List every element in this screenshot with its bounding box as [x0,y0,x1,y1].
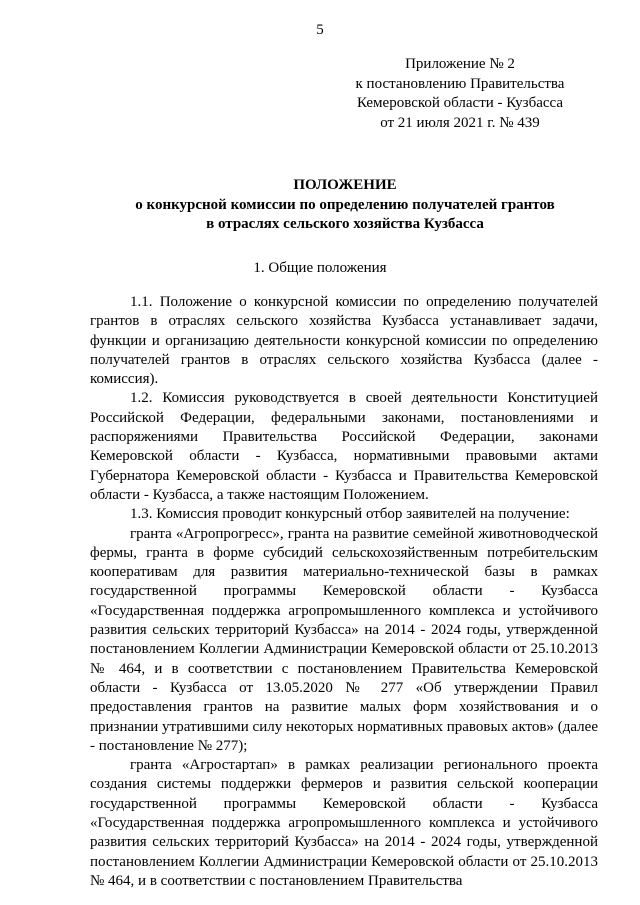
appendix-line: Приложение № 2 [405,56,515,72]
paragraph: 1.1. Положение о конкурсной комиссии по определению получателей грантов в отраслях сельского хозяйства Кузбасса устанавливает задачи, функции и организацию деятельности конкурсной комиссии по определению получателей грантов в отраслях сельского хозяйства Кузбасса (далее - комиссия). [90,294,598,388]
title-line: в отраслях сельского хозяйства Кузбасса [206,216,484,232]
appendix-block [340,55,580,133]
paragraph: гранта «Агропрогресс», гранта на развитие семейной животноводческой фермы, гранта в форме субсидий сельскохозяйственным потребительским кооперативам для развития материально-технической базы в рамках государственной программы Кемеровской области - Кузбасса «Государственная поддержка агропромышленного комплекса и устойчивого развития сельских территорий Кузбасса» на 2014 - 2024 годы, утвержденной постановлением Коллегии Администрации Кемеровской области от 25.10.2013 № 464, и в соответствии с постановлением Правительства Кемеровской области - Кузбасса от 13.05.2020 № 277 «Об утверждении Правил предоставления грантов на развитие малых форм хозяйствования и о признании утратившими силу некоторых нормативных правовых актов» (далее - постановление № 277); [90,525,598,754]
section-heading: 1. Общие положения [253,260,387,276]
paragraph: 1.2. Комиссия руководствуется в своей деятельности Конституцией Российской Федерации, федеральными законами, постановлениями и распоряжениями Правительства Российской Федерации, законами Кемеровской области - Кузбасса, нормативными правовыми актами Губернатора Кемеровской области - Кузбасса и Правительства Кемеровской области - Кузбасса, а также настоящим Положением. [90,390,598,503]
document-title [90,176,600,235]
appendix-line: от 21 июля 2021 г. № 439 [380,114,540,131]
appendix-line: Кемеровской области - Кузбасса [356,95,564,111]
title-line: о конкурсной комиссии по определению получателей грантов [135,196,555,213]
document-body [90,293,598,891]
page-number: 5 [316,22,324,38]
paragraph: гранта «Агростартап» в рамках реализации регионального проекта создания системы поддержки фермеров и развития сельской кооперации государственной программы Кемеровской области - Кузбасса «Государственная поддержка агропромышленного комплекса и устойчивого развития сельских территорий Кузбасса» на 2014 - 2024 годы, утвержденной постановлением Коллегии Администрации Кемеровской области от 25.10.2013 № 464, и в соответствии с постановлением Правительства [90,757,598,889]
title-line: ПОЛОЖЕНИЕ [293,177,397,193]
paragraph: 1.3. Комиссия проводит конкурсный отбор заявителей на получение: [130,506,570,523]
appendix-line: к постановлению Правительства [355,75,565,92]
